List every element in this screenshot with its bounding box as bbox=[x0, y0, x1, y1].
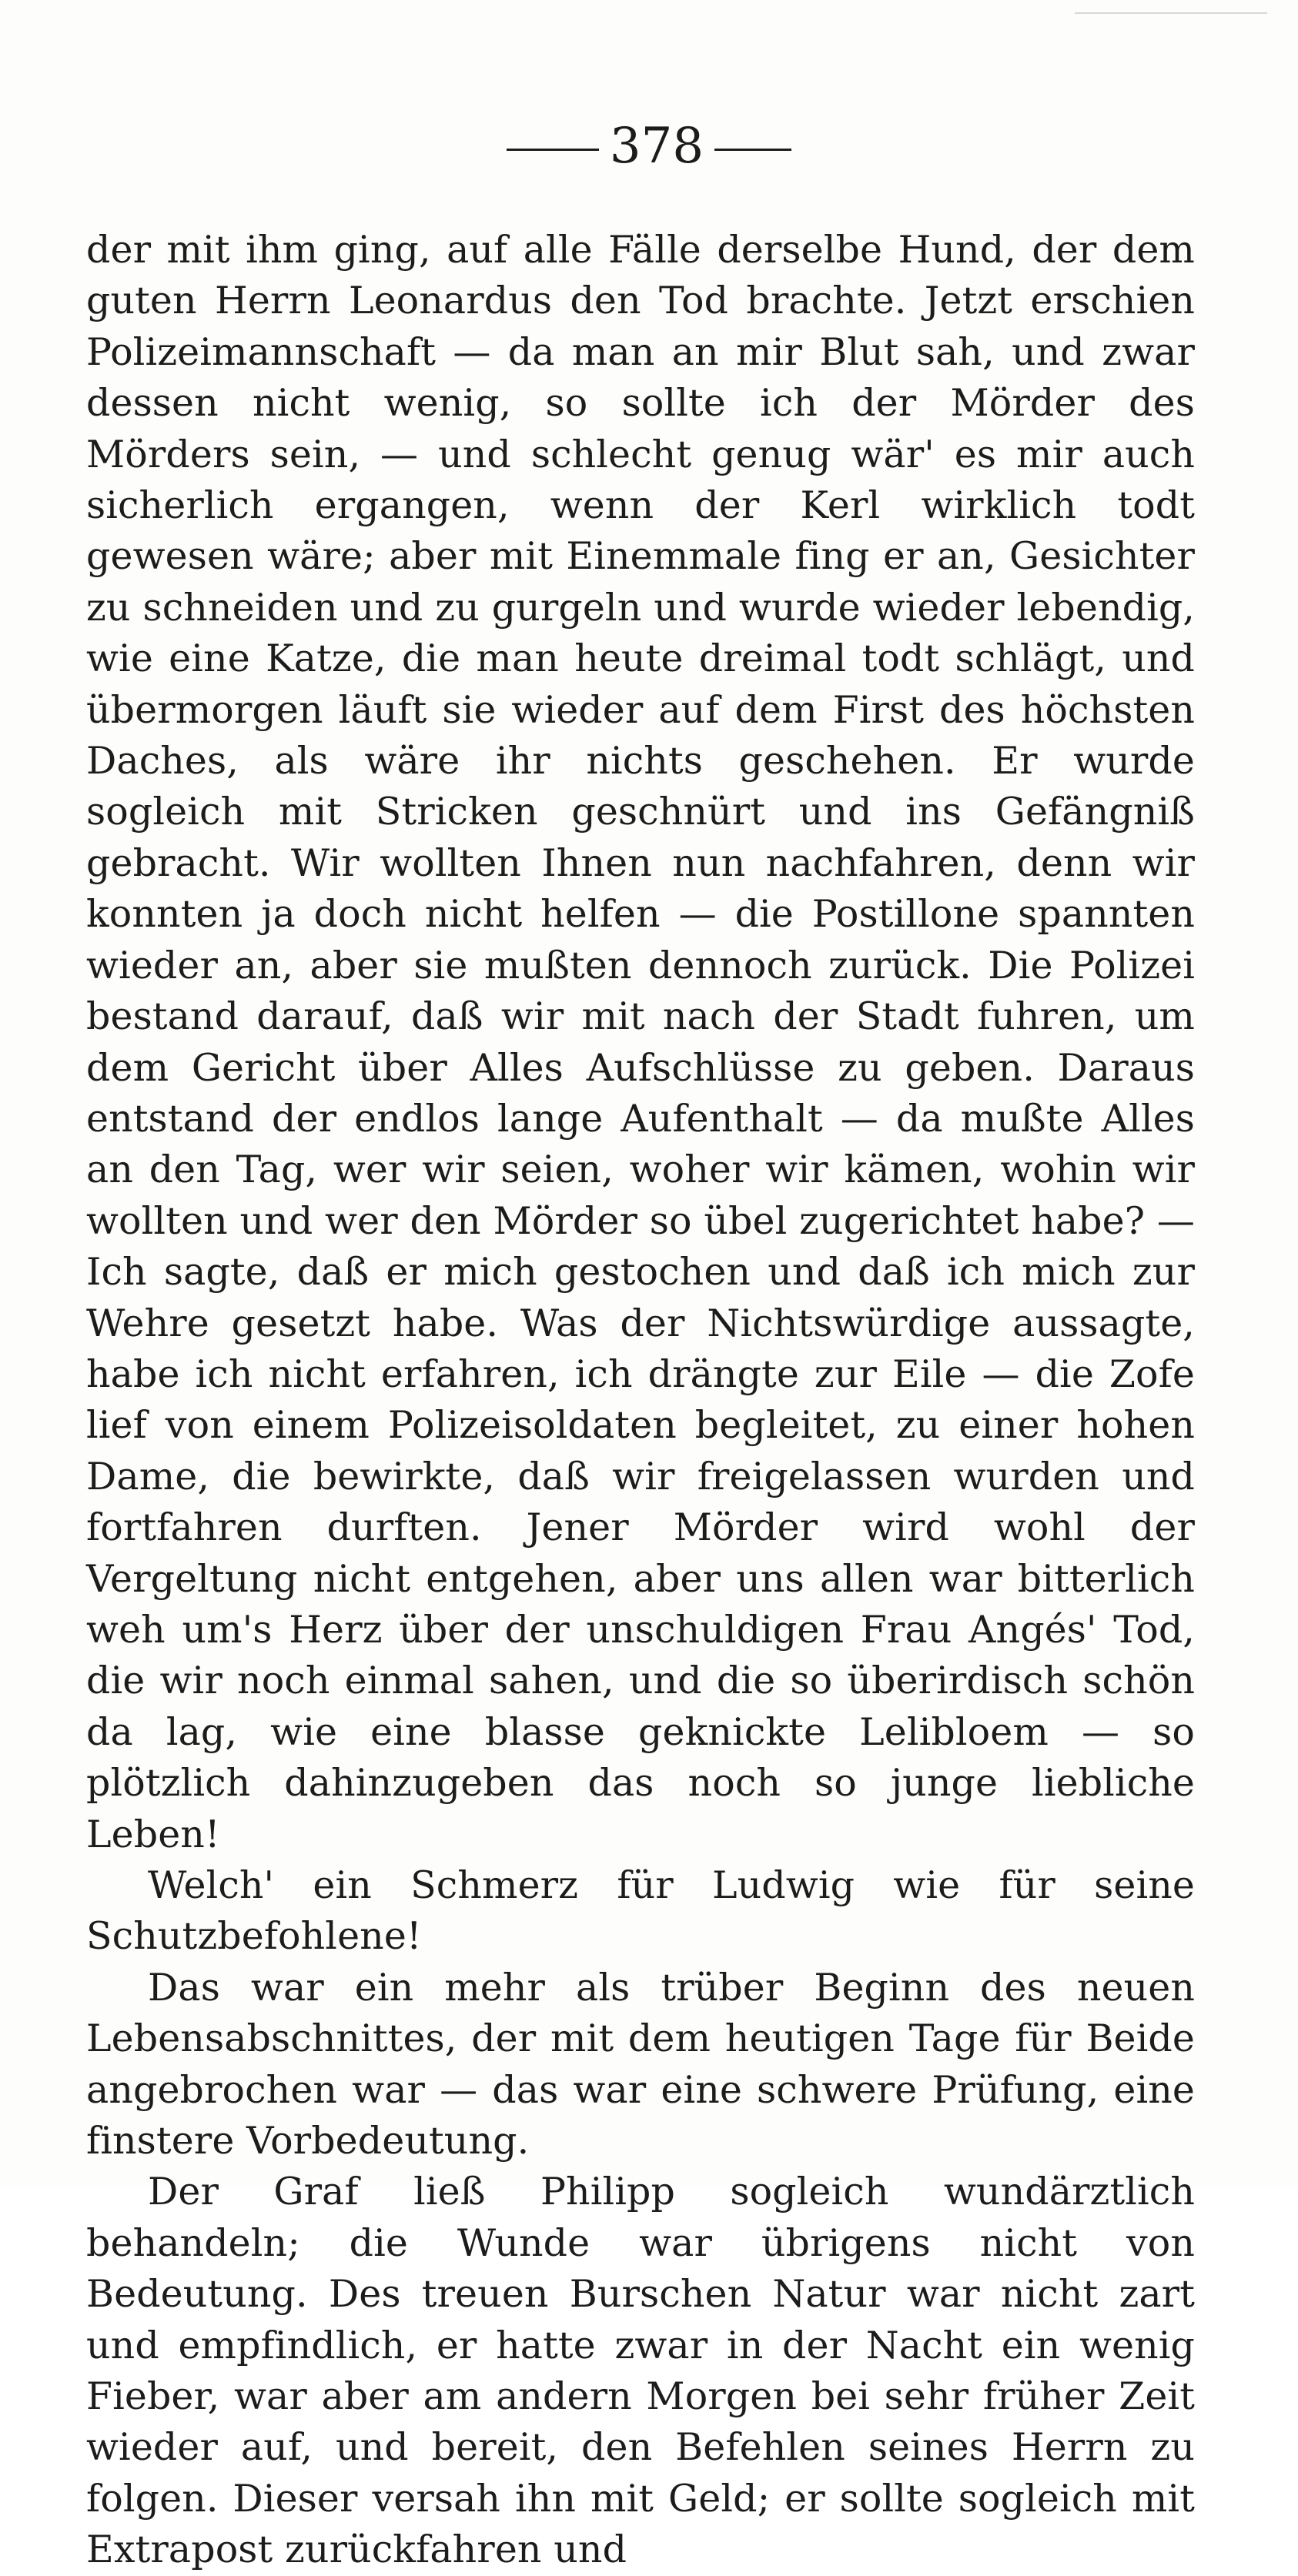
scan-edge-mark bbox=[1075, 12, 1267, 14]
paragraph-1: der mit ihm ging, auf alle Fälle derselbe Hund, der dem guten Herrn Leonardus den Tod brachte. Jetzt erschien Polizeimannschaft — da man an mir Blut sah, und zwar dessen nicht wenig, so sollte ich der Mörder des Mörders sein, — und schlecht genug wär' es mir auch sicherlich ergangen, wenn der Kerl wirklich todt gewesen wäre; aber mit Einemmale fing er an, Gesichter zu schneiden und zu gurgeln und wurde wieder lebendig, wie eine Katze, die man heute dreimal todt schlägt, und übermorgen läuft sie wieder auf dem First des höchsten Daches, als wäre ihr nichts geschehen. Er wurde sogleich mit Stricken geschnürt und ins Gefängniß gebracht. Wir wollten Ihnen nun nachfahren, denn wir konnten ja doch nicht helfen — die Postillone spannten wieder an, aber sie mußten dennoch zurück. Die Polizei bestand darauf, daß wir mit nach der Stadt fuhren, um dem Gericht über Alles Aufschlüsse zu geben. Daraus entstand der endlos lange Aufenthalt — da mußte Alles an den Tag, wer wir seien, woher wir kämen, wohin wir wollten und wer den Mörder so übel zugerichtet habe? — Ich sagte, daß er mich gestochen und daß ich mich zur Wehre gesetzt habe. Was der Nichtswürdige aussagte, habe ich nicht erfahren, ich drängte zur Eile — die Zofe lief von einem Polizeisoldaten begleitet, zu einer hohen Dame, die bewirkte, daß wir freigelassen wurden und fortfahren durften. Jener Mörder wird wohl der Vergeltung nicht entgehen, aber uns allen war bitterlich weh um's Herz über der unschuldigen Frau Angés' Tod, die wir noch einmal sahen, und die so überirdisch schön da lag, wie eine blasse geknickte Lelibloem — so plötzlich dahinzugeben das noch so junge liebliche Leben! bbox=[86, 228, 1195, 1856]
header-dash-right bbox=[714, 149, 791, 151]
body-text bbox=[86, 225, 1195, 2576]
paragraph-3: Das war ein mehr als trüber Beginn des neuen Lebensabschnittes, der mit dem heutigen Tage für Beide angebrochen war — das war eine schwere Prüfung, eine finstere Vorbedeutung. bbox=[86, 1965, 1195, 2163]
page-number: 378 bbox=[609, 118, 704, 175]
page-header bbox=[0, 115, 1298, 177]
paragraph-2: Welch' ein Schmerz für Ludwig wie für seine Schutzbefohlene! bbox=[86, 1863, 1195, 1959]
header-dash-left bbox=[507, 149, 599, 151]
paragraph-4: Der Graf ließ Philipp sogleich wundärztlich behandeln; die Wunde war übrigens nicht von Bedeutung. Des treuen Burschen Natur war nicht zart und empfindlich, er hatte zwar in der Nacht ein wenig Fieber, war aber am andern Morgen bei sehr früher Zeit wieder auf, und bereit, den Befehlen seines Herrn zu folgen. Dieser versah ihn mit Geld; er sollte sogleich mit Extrapost zurückfahren und bbox=[86, 2170, 1195, 2572]
